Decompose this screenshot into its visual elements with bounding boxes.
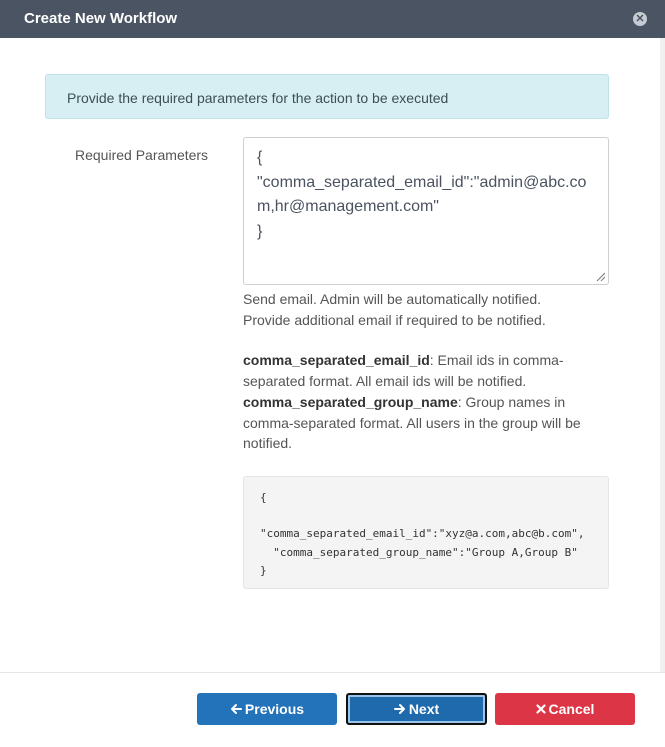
param-email-name: comma_separated_email_id (243, 352, 430, 369)
next-button[interactable] (346, 693, 487, 725)
scrollbar[interactable] (660, 38, 665, 672)
previous-button[interactable] (197, 693, 337, 725)
close-icon[interactable]: ✕ (633, 12, 647, 26)
dialog-title: Create New Workflow (24, 10, 178, 27)
info-message: Provide the required parameters for the action to be executed (67, 90, 449, 106)
footer-divider (0, 672, 665, 673)
parameters-help (243, 289, 613, 454)
required-parameters-textarea[interactable] (243, 137, 609, 285)
help-intro-2: Provide additional email if required to be notified. (243, 311, 546, 328)
param-group-desc: : Group names in comma-separated format. All users in the group will be notified. (243, 393, 581, 452)
help-param-email (243, 350, 613, 391)
help-param-group (243, 392, 613, 454)
cancel-button[interactable] (495, 693, 635, 725)
previous-label: Previous (244, 701, 305, 717)
required-parameters-label: Required Parameters (75, 147, 209, 163)
next-label: Next (408, 701, 440, 717)
dialog-header (0, 0, 665, 38)
param-group-name: comma_separated_group_name (243, 393, 458, 410)
x-icon (536, 704, 546, 714)
textarea-value: { "comma_separated_email_id":"admin@abc.com,hr@management.com" } (257, 149, 587, 240)
resize-grip-icon[interactable] (596, 272, 605, 281)
param-email-desc: : Email ids in comma-separated format. All email ids will be notified. (243, 352, 564, 390)
arrow-right-icon (394, 703, 406, 715)
cancel-label: Cancel (548, 701, 595, 717)
example-code-block: { "comma_separated_email_id":"xyz@a.com,abc@b.com", "comma_separated_group_name":"Group A,Group B" } (243, 476, 609, 589)
arrow-left-icon (230, 703, 242, 715)
info-alert (45, 74, 609, 119)
help-intro-1: Send email. Admin will be automatically notified. (243, 291, 542, 307)
